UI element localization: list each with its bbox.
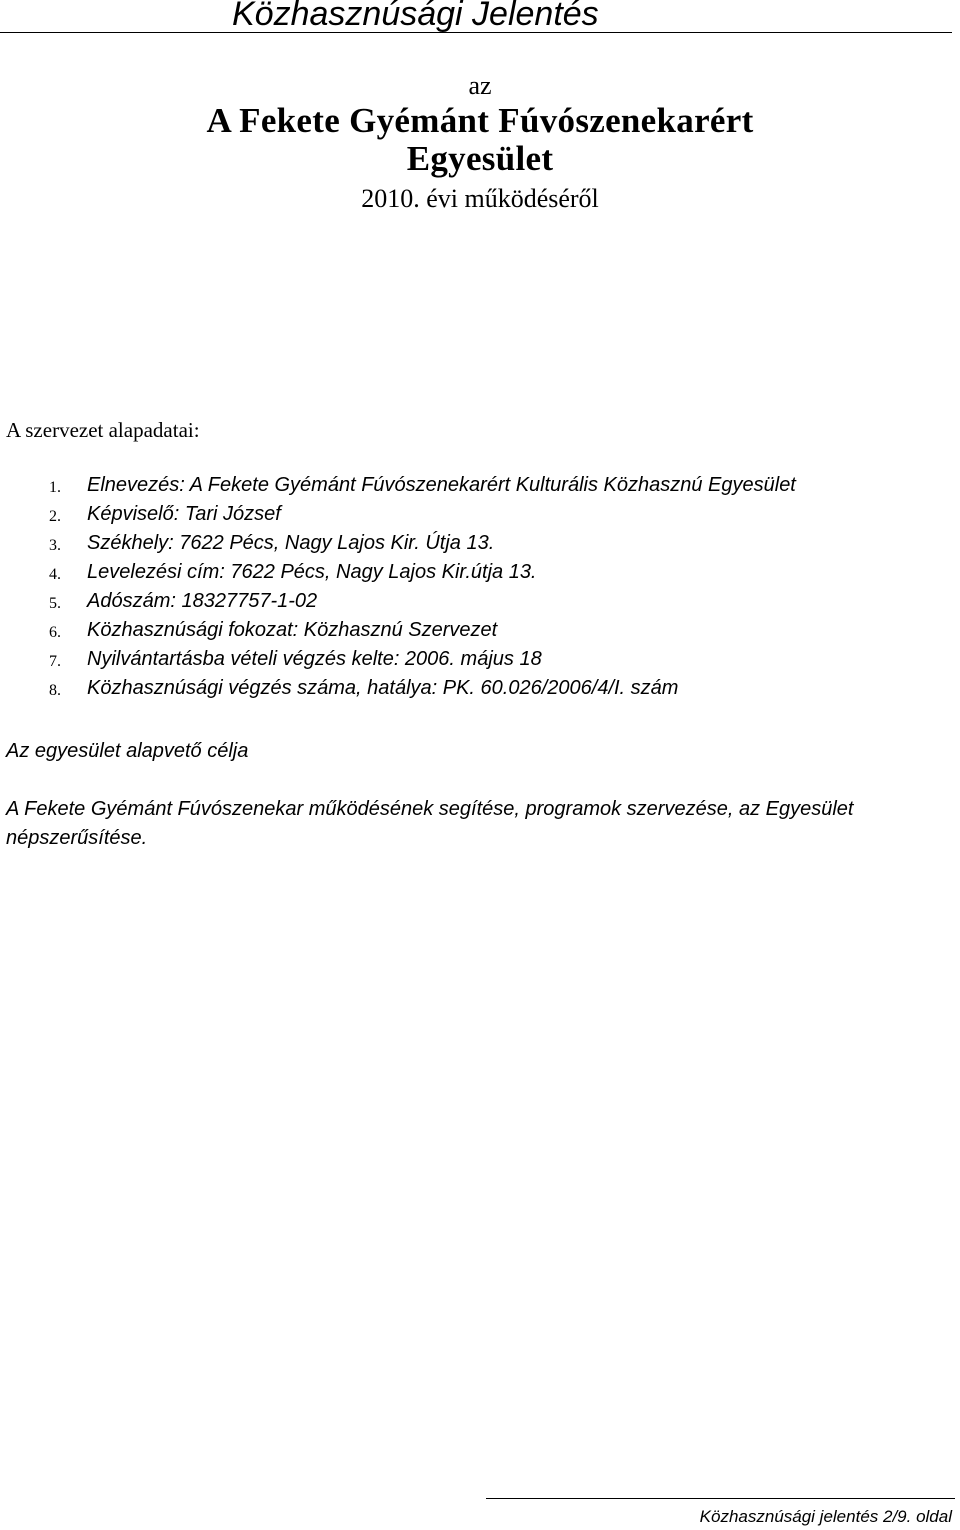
report-year-line: 2010. évi működéséről [361, 184, 599, 213]
list-item-text: Közhasznúsági végzés száma, hatálya: PK. 60.026/2006/4/I. szám [87, 677, 679, 699]
report-title-block [0, 70, 960, 218]
organization-name-line-1: A Fekete Gyémánt Fúvószenekarért [206, 101, 754, 140]
list-item-text: Nyilvántartásba vételi végzés kelte: 2006. május 18 [87, 648, 542, 670]
list-item-number: 8. [49, 682, 61, 699]
list-item-number: 5. [49, 595, 61, 612]
footer-page-label: Közhasznúsági jelentés 2/9. oldal [699, 1507, 952, 1526]
list-item-number: 7. [49, 653, 61, 670]
basic-data-label: A szervezet alapadatai: [6, 418, 200, 442]
list-item-number: 1. [49, 479, 61, 496]
list-item-text: Közhasznúsági fokozat: Közhasznú Szervezet [87, 619, 498, 641]
list-item-text: Elnevezés: A Fekete Gyémánt Fúvószenekarért Kulturális Közhasznú Egyesület [87, 474, 796, 496]
footer-divider [486, 1498, 955, 1499]
page-header-title: Közhasznúsági Jelentés [232, 0, 599, 33]
list-item-number: 2. [49, 508, 61, 525]
list-item-number: 4. [49, 566, 61, 583]
list-item-number: 3. [49, 537, 61, 554]
title-line-az: az [468, 71, 492, 100]
list-item-number: 6. [49, 624, 61, 641]
goal-heading: Az egyesület alapvető célja [6, 740, 249, 762]
organization-name-line-2: Egyesület [406, 139, 554, 178]
list-item-text: Levelezési cím: 7622 Pécs, Nagy Lajos Kir.útja 13. [87, 561, 537, 583]
list-item-text: Képviselő: Tari József [87, 503, 281, 525]
list-item-text: Adószám: 18327757-1-02 [87, 590, 318, 612]
list-item-text: Székhely: 7622 Pécs, Nagy Lajos Kir. Útja 13. [87, 532, 495, 554]
header-divider [0, 32, 952, 33]
goal-paragraph: A Fekete Gyémánt Fúvószenekar működésének segítése, programok szervezése, az Egyesület népszerűsítése. [6, 798, 854, 849]
